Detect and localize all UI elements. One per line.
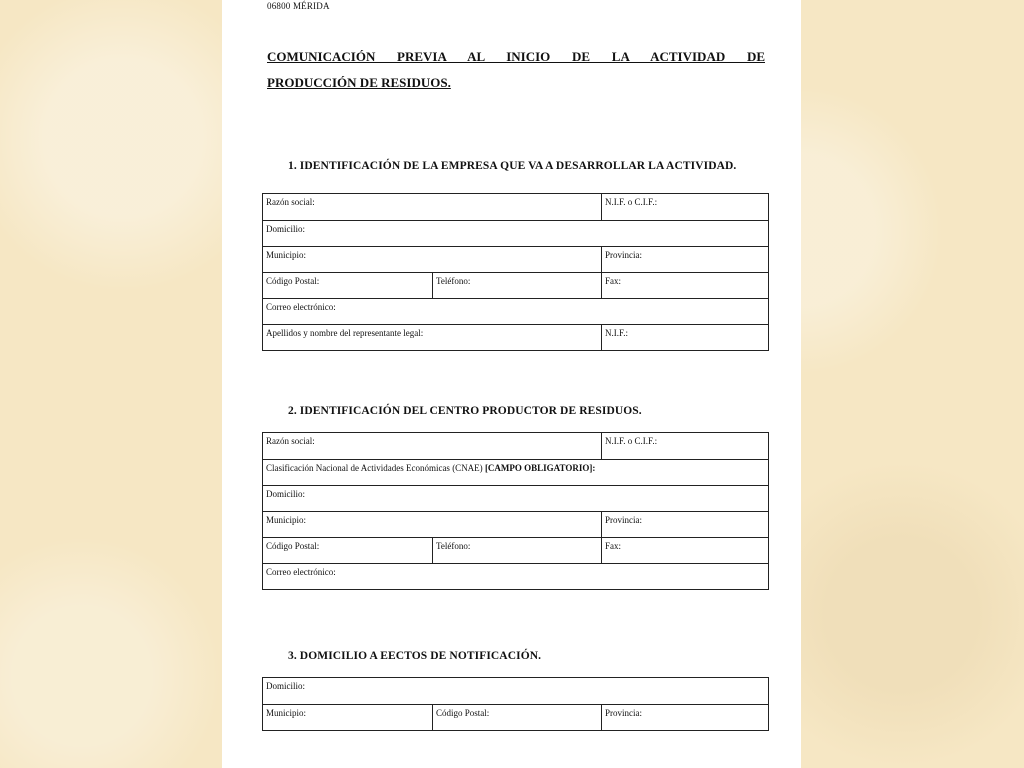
document-title-line-2: PRODUCCIÓN DE RESIDUOS. — [267, 75, 451, 90]
table-row — [263, 298, 768, 324]
table-row — [263, 678, 768, 704]
centro-codigo-postal-field[interactable]: Código Postal: — [266, 541, 320, 551]
table-row — [263, 511, 768, 537]
centro-nif-cif-field[interactable]: N.I.F. o C.I.F.: — [601, 433, 768, 459]
centro-correo-field[interactable]: Correo electrónico: — [266, 567, 336, 577]
section-3-heading: 3. DOMICILIO A EECTOS DE NOTIFICACIÓN. — [288, 650, 542, 662]
table-row — [263, 272, 768, 298]
domicilio-field[interactable]: Domicilio: — [266, 224, 305, 234]
notificacion-codigo-postal-field[interactable]: Código Postal: — [432, 705, 601, 730]
centro-domicilio-field[interactable]: Domicilio: — [266, 489, 305, 499]
centro-razon-social-field[interactable]: Razón social: — [266, 436, 315, 446]
representante-legal-field[interactable]: Apellidos y nombre del representante legal: — [266, 328, 424, 338]
cnae-label: Clasificación Nacional de Actividades Económicas (CNAE) — [266, 463, 483, 473]
telefono-field[interactable]: Teléfono: — [432, 273, 601, 298]
company-identification-table — [262, 193, 769, 351]
notificacion-provincia-field[interactable]: Provincia: — [601, 705, 768, 730]
fax-field[interactable]: Fax: — [601, 273, 768, 298]
sender-address: 06800 MÉRIDA — [267, 1, 330, 11]
table-row — [263, 459, 768, 485]
table-row — [263, 433, 768, 459]
provincia-field[interactable]: Provincia: — [601, 247, 768, 272]
section-1-heading: 1. IDENTIFICACIÓN DE LA EMPRESA QUE VA A DESARROLLAR LA ACTIVIDAD. — [288, 160, 737, 172]
cnae-required-label: [CAMPO OBLIGATORIO]: — [484, 463, 596, 473]
razon-social-field[interactable]: Razón social: — [266, 197, 315, 207]
table-row — [263, 485, 768, 511]
notificacion-municipio-field[interactable]: Municipio: — [266, 708, 306, 718]
document-title — [267, 44, 765, 96]
notification-address-table — [262, 677, 769, 731]
centro-municipio-field[interactable]: Municipio: — [266, 515, 306, 525]
table-row — [263, 194, 768, 220]
section-2-heading: 2. IDENTIFICACIÓN DEL CENTRO PRODUCTOR DE RESIDUOS. — [288, 405, 642, 417]
document-title-line-1: COMUNICACIÓN PREVIA AL INICIO DE LA ACTIVIDAD DE — [267, 49, 765, 64]
table-row — [263, 324, 768, 350]
table-row — [263, 220, 768, 246]
nif-cif-field[interactable]: N.I.F. o C.I.F.: — [601, 194, 768, 220]
document-page — [222, 0, 801, 768]
municipio-field[interactable]: Municipio: — [266, 250, 306, 260]
cnae-field[interactable] — [263, 460, 768, 485]
table-row — [263, 704, 768, 730]
centro-fax-field[interactable]: Fax: — [601, 538, 768, 563]
codigo-postal-field[interactable]: Código Postal: — [266, 276, 320, 286]
table-row — [263, 537, 768, 563]
centro-telefono-field[interactable]: Teléfono: — [432, 538, 601, 563]
representante-nif-field[interactable]: N.I.F.: — [601, 325, 768, 350]
table-row — [263, 563, 768, 589]
notificacion-domicilio-field[interactable]: Domicilio: — [266, 681, 305, 691]
correo-electronico-field[interactable]: Correo electrónico: — [266, 302, 336, 312]
production-center-table — [262, 432, 769, 590]
centro-provincia-field[interactable]: Provincia: — [601, 512, 768, 537]
table-row — [263, 246, 768, 272]
